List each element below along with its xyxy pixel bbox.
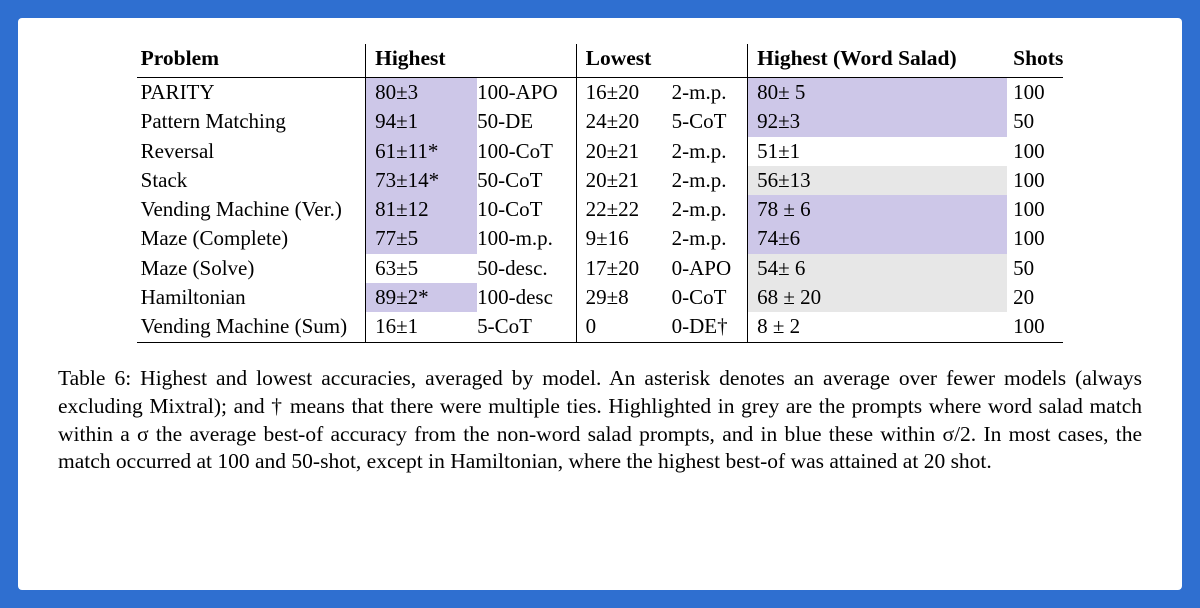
caption-text: Highest and lowest accuracies, averaged by model. An asterisk denotes an average over fewer models (always excluding Mixtral); and † means that there were multiple ties. Highlighted in grey are the prompts where word salad match within a σ the average best-of accuracy from the non-word salad prompts, and in blue these within σ/2. In most cases, the match occurred at 100 and 50-shot, except in Hamiltonian, where the highest best-of was attained at 20 shot.	[58, 365, 1142, 474]
table-row	[137, 107, 1064, 136]
cell-lowest-value: 20±21	[576, 137, 672, 166]
cell-lowest-value: 22±22	[576, 195, 672, 224]
col-header-highest: Highest	[366, 44, 478, 78]
table-header-row	[137, 44, 1064, 78]
cell-word-salad: 56±13	[748, 166, 1008, 195]
cell-lowest-value: 17±20	[576, 254, 672, 283]
table-caption	[54, 365, 1146, 477]
paper-page	[18, 18, 1182, 590]
cell-lowest-value: 0	[576, 312, 672, 342]
cell-highest-prompt: 100-desc	[477, 285, 553, 310]
table-row	[137, 283, 1064, 312]
cell-highest-value: 81±12	[366, 195, 478, 224]
cell-word-salad: 54± 6	[748, 254, 1008, 283]
cell-highest-value: 61±11*	[366, 137, 478, 166]
cell-highest-prompt: 50-DE	[477, 109, 534, 134]
table-row	[137, 254, 1064, 283]
cell-highest-prompt: 100-CoT	[477, 138, 553, 163]
cell-highest-value: 89±2*	[366, 283, 478, 312]
table-row	[137, 312, 1064, 342]
cell-word-salad: 92±3	[748, 107, 1008, 136]
table-row	[137, 224, 1064, 253]
table-body	[137, 78, 1064, 343]
cell-highest-prompt: 50-CoT	[477, 167, 543, 192]
cell-shots: 100	[1013, 138, 1045, 163]
cell-problem: Reversal	[140, 138, 215, 163]
cell-word-salad: 74±6	[748, 224, 1008, 253]
table-row	[137, 195, 1064, 224]
cell-problem: PARITY	[140, 80, 215, 104]
cell-word-salad: 8 ± 2	[748, 312, 1008, 342]
cell-lowest-prompt: 0-APO	[671, 255, 732, 280]
cell-shots: 100	[1013, 197, 1045, 222]
cell-shots: 100	[1007, 312, 1063, 342]
table-row	[137, 137, 1064, 166]
cell-word-salad: 51±1	[748, 137, 1008, 166]
col-header-highest-prompt	[477, 44, 576, 78]
cell-problem: Stack	[140, 167, 188, 192]
cell-lowest-prompt: 2-m.p.	[671, 226, 727, 251]
cell-problem: Vending Machine (Sum)	[137, 312, 366, 342]
cell-lowest-prompt: 5-CoT	[671, 109, 727, 134]
cell-lowest-prompt: 2-m.p.	[671, 167, 727, 192]
cell-problem: Maze (Complete)	[140, 226, 289, 251]
cell-problem: Pattern Matching	[140, 109, 286, 134]
results-table	[137, 44, 1064, 343]
cell-shots: 100	[1013, 226, 1045, 251]
table-row	[137, 166, 1064, 195]
col-header-lowest-prompt	[672, 44, 748, 78]
cell-lowest-value: 16±20	[576, 78, 672, 108]
cell-highest-value: 63±5	[366, 254, 478, 283]
cell-shots: 50	[1013, 109, 1035, 134]
cell-lowest-value: 29±8	[576, 283, 672, 312]
cell-shots: 100	[1013, 80, 1045, 104]
cell-highest-prompt: 50-desc.	[477, 255, 548, 280]
cell-shots: 50	[1013, 255, 1035, 280]
cell-highest-prompt: 100-m.p.	[477, 226, 553, 251]
cell-highest-value: 73±14*	[366, 166, 478, 195]
col-header-lowest: Lowest	[576, 44, 672, 78]
cell-problem: Hamiltonian	[140, 285, 246, 310]
cell-highest-prompt: 5-CoT	[477, 312, 576, 342]
cell-word-salad: 78 ± 6	[748, 195, 1008, 224]
cell-problem: Maze (Solve)	[140, 255, 255, 280]
cell-lowest-value: 20±21	[576, 166, 672, 195]
col-header-word-salad: Highest (Word Salad)	[748, 44, 1008, 78]
cell-word-salad: 80± 5	[748, 78, 1008, 108]
cell-highest-value: 77±5	[366, 224, 478, 253]
cell-lowest-value: 9±16	[576, 224, 672, 253]
table-row	[137, 78, 1064, 108]
cell-highest-value: 94±1	[366, 107, 478, 136]
cell-highest-prompt: 100-APO	[477, 80, 558, 104]
cell-lowest-prompt: 2-m.p.	[671, 138, 727, 163]
cell-shots: 20	[1013, 285, 1035, 310]
cell-shots: 100	[1013, 167, 1045, 192]
cell-lowest-prompt: 2-m.p.	[671, 80, 727, 104]
col-header-shots: Shots	[1007, 44, 1063, 78]
cell-problem: Vending Machine (Ver.)	[140, 197, 342, 222]
cell-highest-value: 80±3	[366, 78, 478, 108]
col-header-problem: Problem	[137, 44, 366, 78]
cell-lowest-prompt: 0-DE†	[672, 312, 748, 342]
cell-lowest-prompt: 2-m.p.	[671, 197, 727, 222]
cell-lowest-value: 24±20	[576, 107, 672, 136]
cell-highest-prompt: 10-CoT	[477, 197, 543, 222]
caption-label: Table 6:	[58, 365, 132, 390]
table-header	[137, 44, 1064, 78]
cell-lowest-prompt: 0-CoT	[671, 285, 727, 310]
cell-word-salad: 68 ± 20	[748, 283, 1008, 312]
cell-highest-value: 16±1	[366, 312, 478, 342]
